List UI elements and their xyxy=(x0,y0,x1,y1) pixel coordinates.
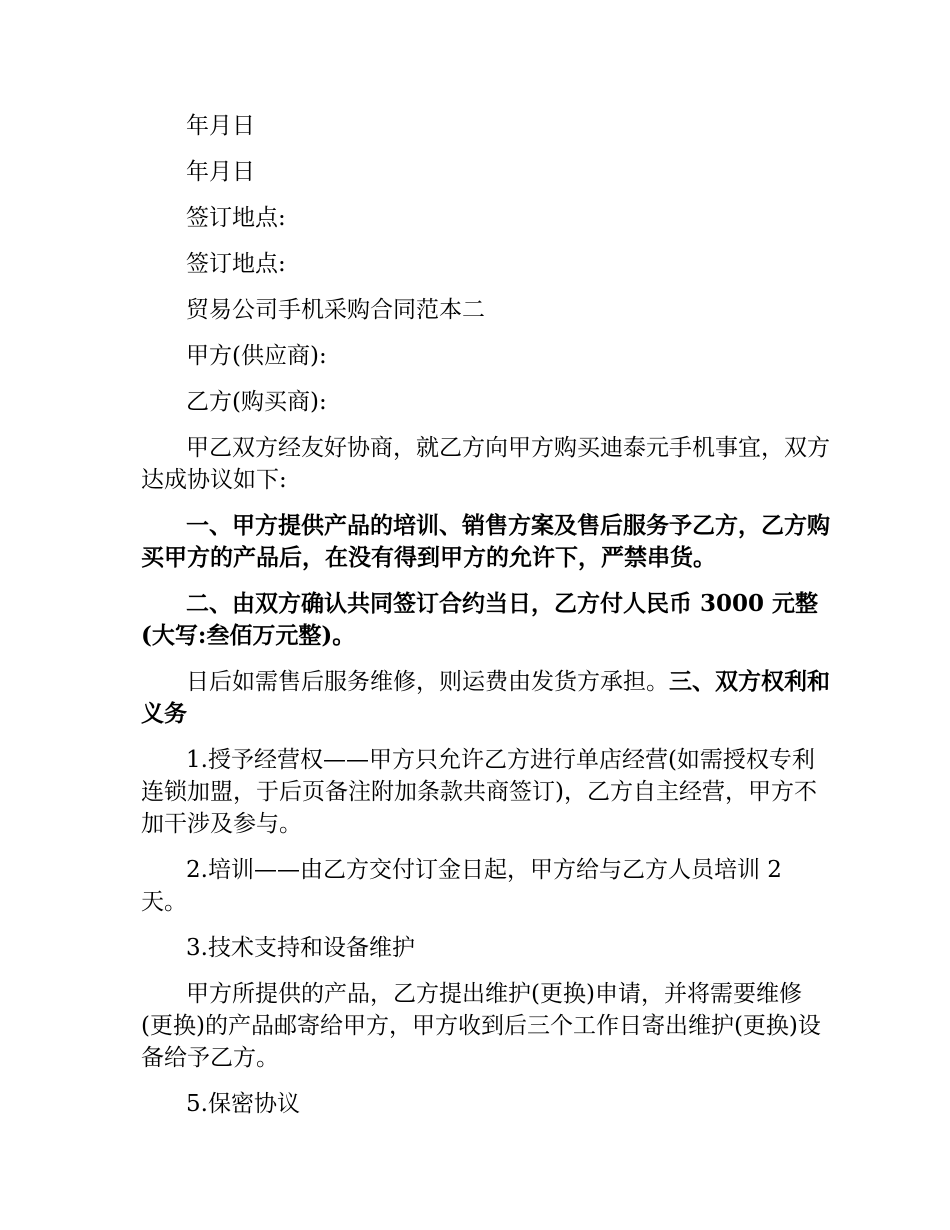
date-line-2: 年月日 xyxy=(186,159,255,185)
clause-three-heading: 三、双方权利和义务 xyxy=(141,668,830,727)
item-tech-support: 3.技术支持和设备维护 xyxy=(186,935,415,961)
item-authorization: 1.授予经营权——甲方只允许乙方进行单店经营(如需授权专利连锁加盟，于后页备注附加条款共商签订)，乙方自主经营，甲方不加干涉及参与。 xyxy=(141,747,817,837)
party-b-line: 乙方(购买商): xyxy=(186,389,327,415)
party-a-line: 甲方(供应商): xyxy=(186,343,327,369)
clause-one: 一、甲方提供产品的培训、销售方案及售后服务予乙方，乙方购买甲方的产品后，在没有得到甲方的允许下，严禁串货。 xyxy=(141,512,830,571)
contract-title: 贸易公司手机采购合同范本二 xyxy=(186,297,485,323)
date-line-1: 年月日 xyxy=(186,113,255,139)
maintenance-paragraph: 甲方所提供的产品，乙方提出维护(更换)申请，并将需要维修(更换)的产品邮寄给甲方，甲方收到后三个工作日寄出维护(更换)设备给予乙方。 xyxy=(141,981,821,1071)
after-sales-paragraph xyxy=(141,666,832,730)
item-confidentiality: 5.保密协议 xyxy=(186,1091,300,1117)
item-training: 2.培训——由乙方交付订金日起，甲方给与乙方人员培训 2 天。 xyxy=(141,857,782,915)
signing-place-2: 签订地点: xyxy=(186,251,286,277)
after-sales-text: 日后如需售后服务维修，则运费由发货方承担。 xyxy=(186,669,669,695)
signing-place-1: 签订地点: xyxy=(186,205,286,231)
clause-two: 二、由双方确认共同签订合约当日，乙方付人民币 3000 元整(大写:叁佰万元整)。 xyxy=(141,590,819,649)
intro-paragraph: 甲乙双方经友好协商，就乙方向甲方购买迪泰元手机事宜，双方达成协议如下: xyxy=(141,435,830,493)
